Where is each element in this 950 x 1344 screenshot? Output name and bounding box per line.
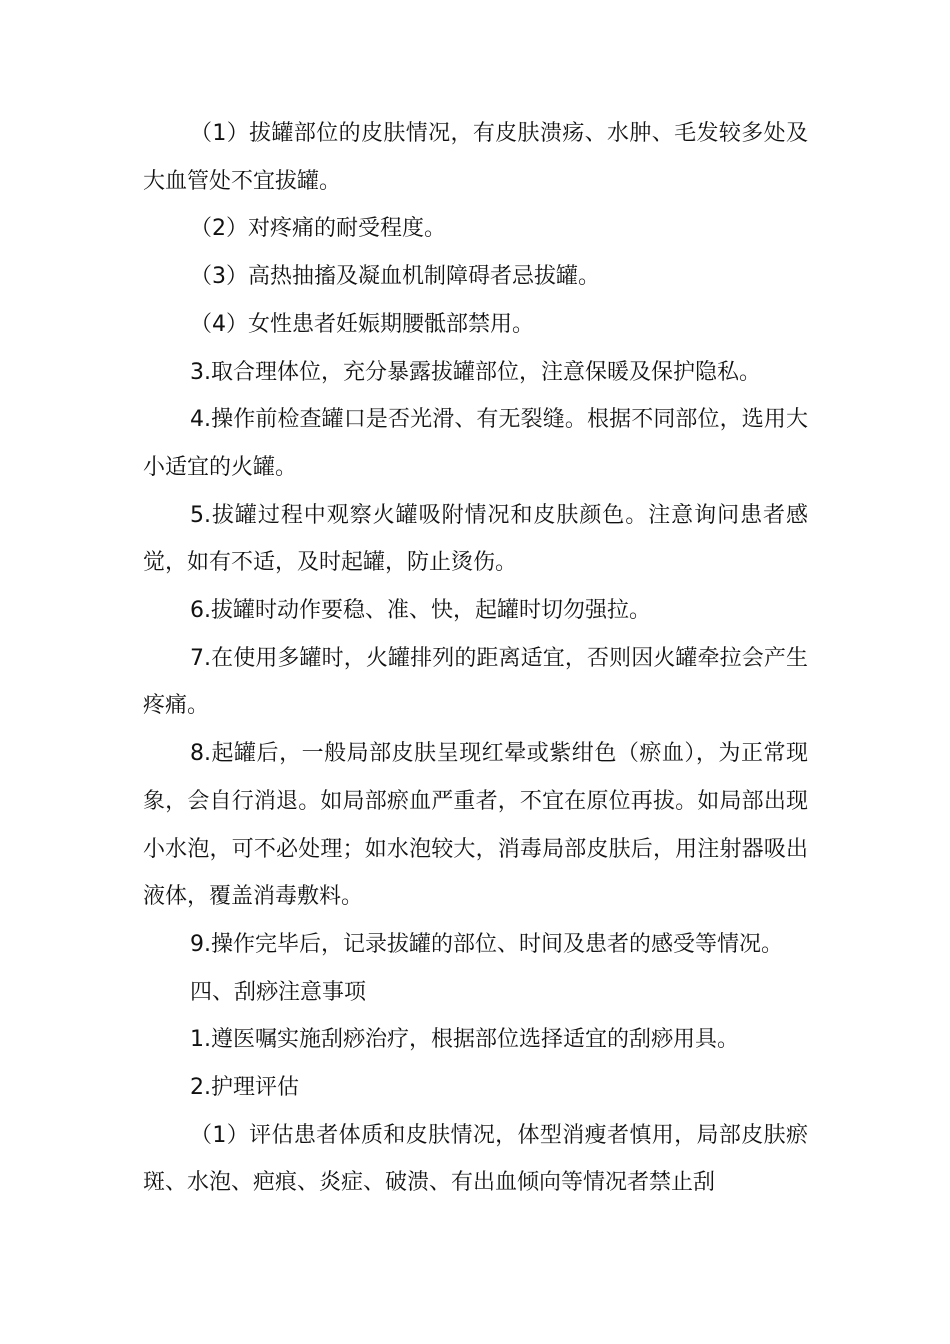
paragraph-item-6: 6.拔罐时动作要稳、准、快，起罐时切勿强拉。 [190, 598, 651, 624]
paragraph-item-7: 7.在使用多罐时，火罐排列的距离适宜，否则因火罐牵拉会产生疼痛。 [143, 645, 808, 719]
paragraph-pregnancy: （4）女性患者妊娠期腰骶部禁用。 [190, 311, 534, 337]
paragraph-guasha-assessment-1: （1）评估患者体质和皮肤情况，体型消瘦者慎用，局部皮肤瘀斑、水泡、疤痕、炎症、破溃、有出血倾向等情况者禁止刮 [143, 1122, 808, 1196]
paragraph-guasha-item-2: 2.护理评估 [190, 1075, 299, 1101]
paragraph-item-3: 3.取合理体位，充分暴露拔罐部位，注意保暖及保护隐私。 [190, 359, 761, 385]
paragraph-item-4: 4.操作前检查罐口是否光滑、有无裂缝。根据不同部位，选用大小适宜的火罐。 [143, 407, 808, 480]
section-heading-guasha: 四、刮痧注意事项 [190, 979, 367, 1005]
paragraph-guasha-item-1: 1.遵医嘱实施刮痧治疗，根据部位选择适宜的刮痧用具。 [190, 1027, 739, 1053]
paragraph-contraindication-fever: （3）高热抽搐及凝血机制障碍者忌拔罐。 [190, 264, 600, 290]
paragraph-item-9: 9.操作完毕后，记录拔罐的部位、时间及患者的感受等情况。 [190, 931, 783, 957]
document-body [143, 110, 808, 1207]
paragraph-skin-condition: （1）拔罐部位的皮肤情况，有皮肤溃疡、水肿、毛发较多处及大血管处不宜拔罐。 [143, 121, 808, 194]
paragraph-item-5: 5.拔罐过程中观察火罐吸附情况和皮肤颜色。注意询问患者感觉，如有不适，及时起罐，防止烫伤。 [143, 502, 808, 576]
paragraph-item-8: 8.起罐后，一般局部皮肤呈现红晕或紫绀色（瘀血），为正常现象，会自行消退。如局部瘀血严重者，不宜在原位再拔。如局部出现小水泡，可不必处理；如水泡较大，消毒局部皮肤后，用注射器吸出液体，覆盖消毒敷料。 [143, 741, 808, 910]
paragraph-pain-tolerance: （2）对疼痛的耐受程度。 [190, 216, 446, 242]
